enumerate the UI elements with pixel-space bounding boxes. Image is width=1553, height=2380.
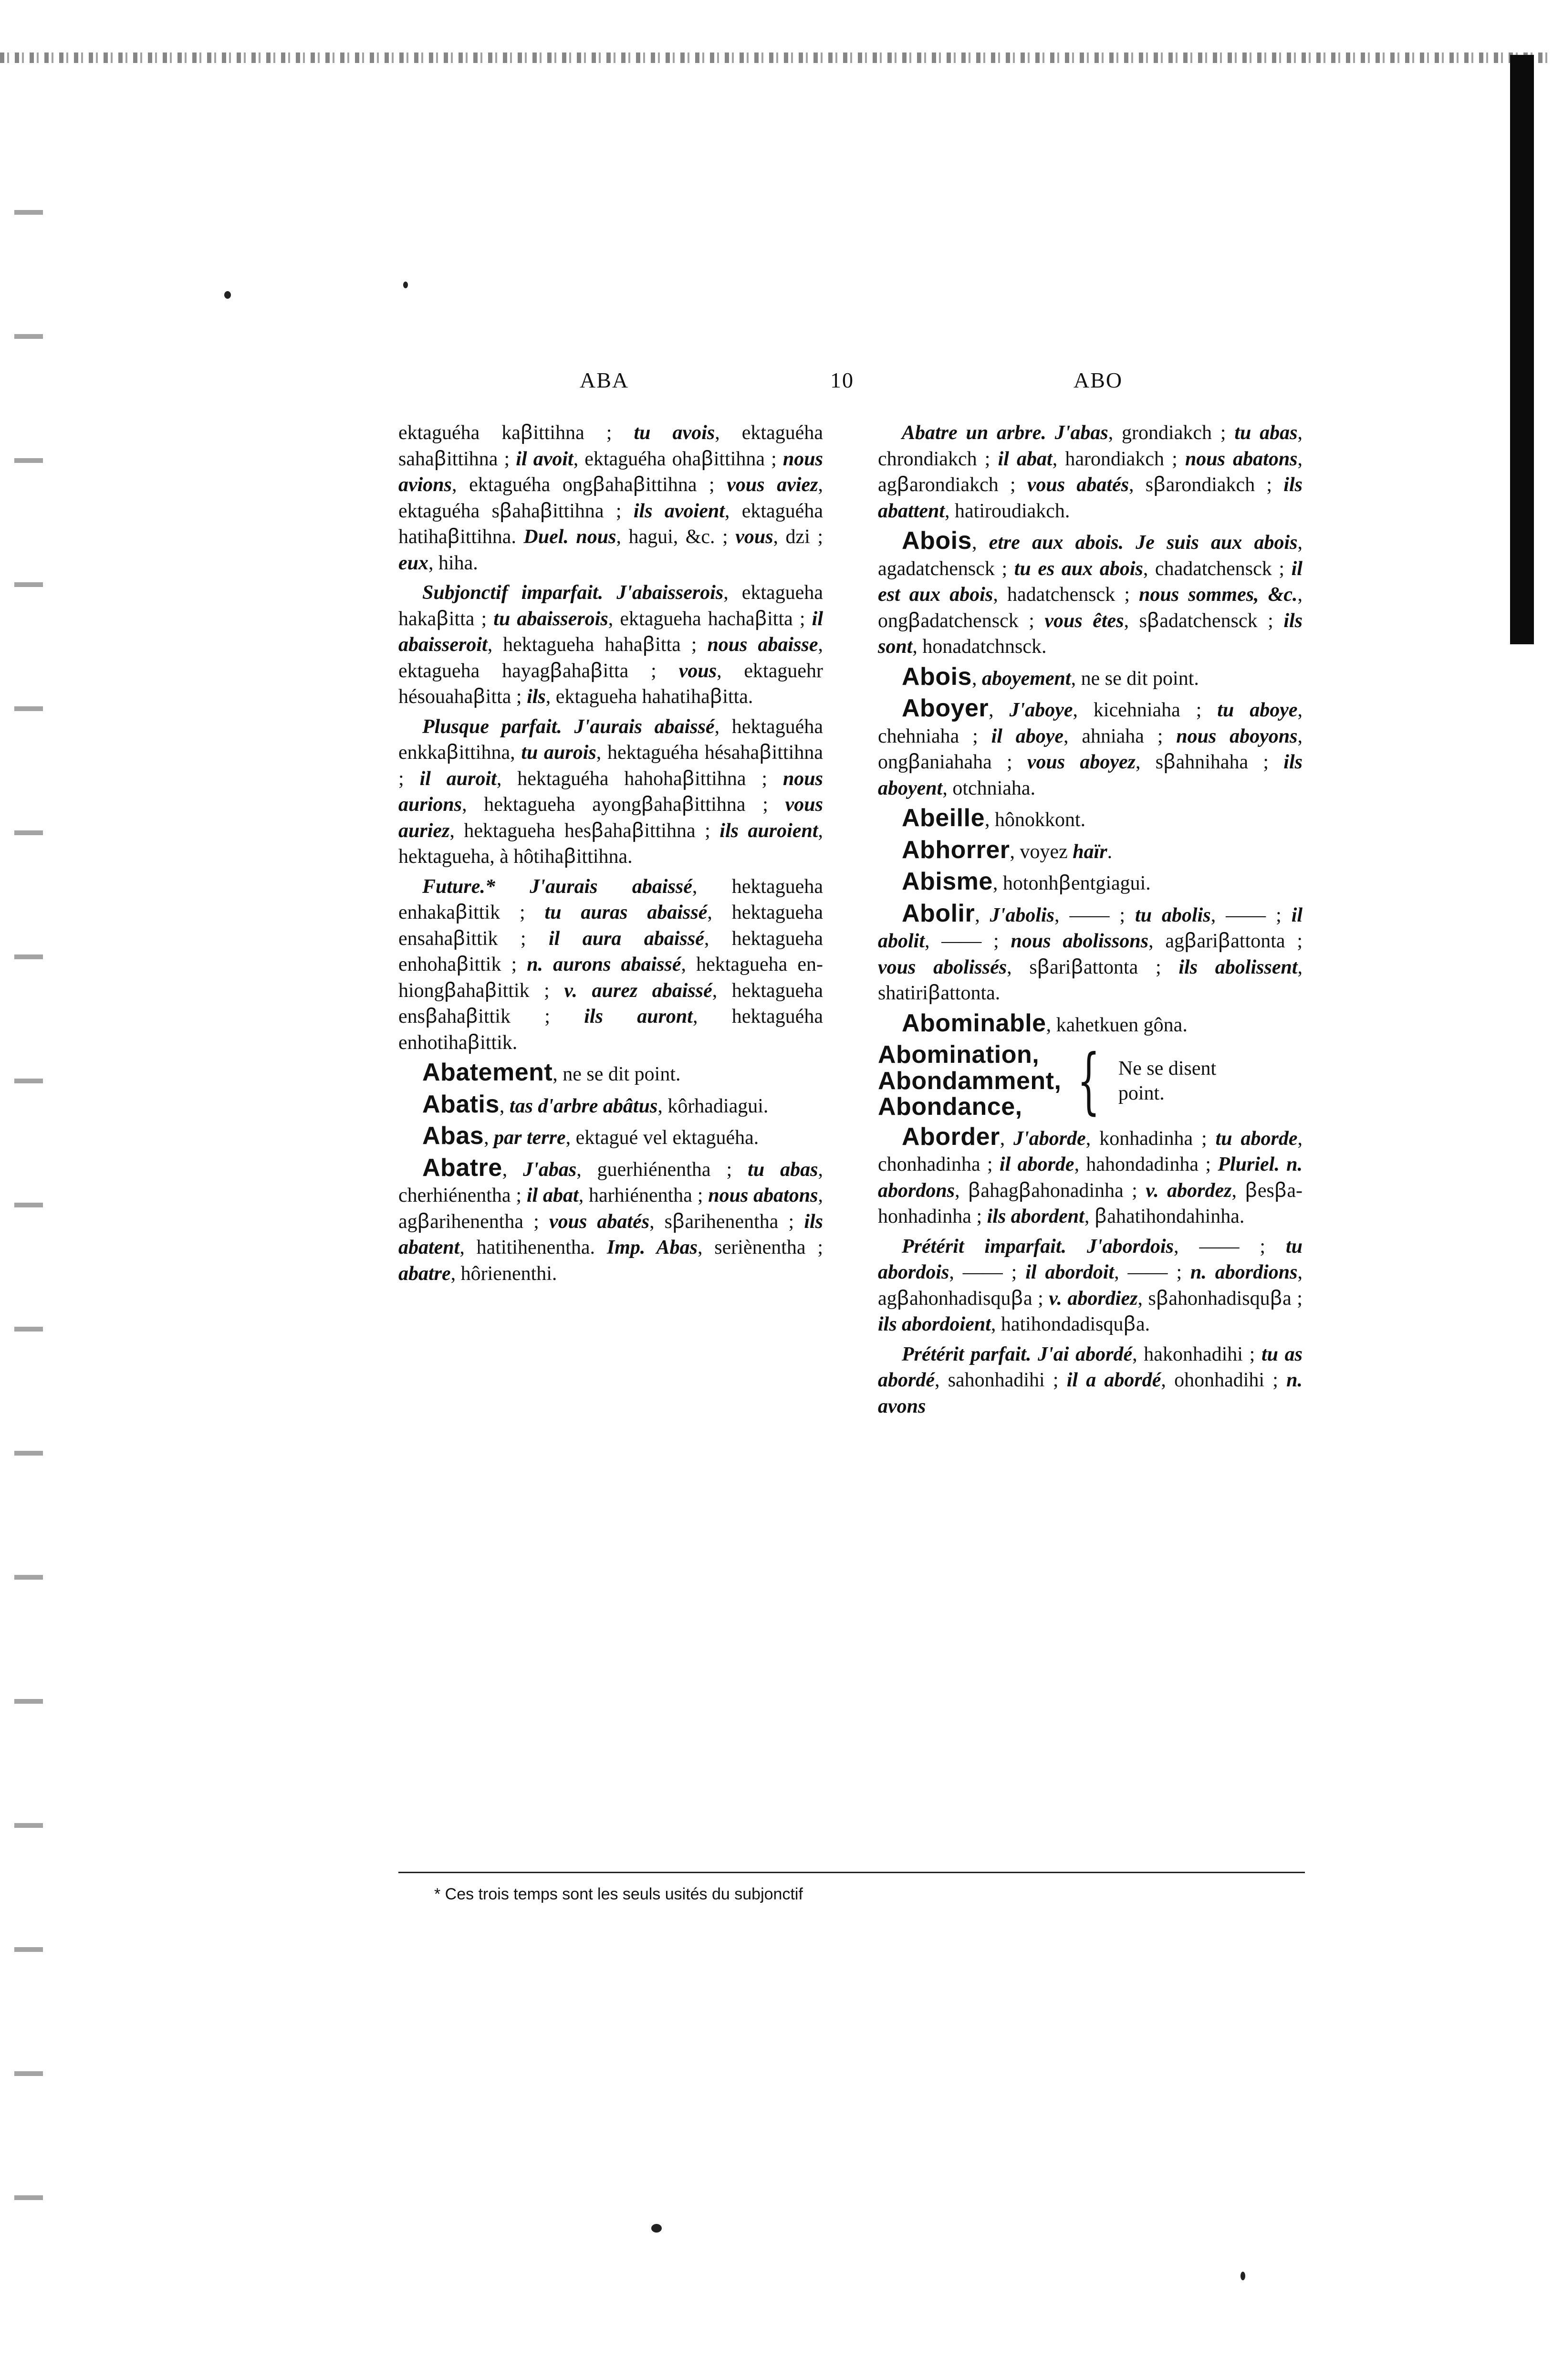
entry-text: , hektagueha ensahaꞵittik ; [398,902,823,950]
italic-text: ils auroient [719,819,818,842]
italic-text: vous abatés [549,1210,650,1233]
entry-text: , ektaguéha hatihaꞵittihna. [398,500,823,548]
headword: Abondamment, [878,1067,1062,1095]
italic-text: abatre [398,1262,451,1285]
entry-text: , sꞵarihenentha ; [649,1210,804,1233]
entry-text: , harhiénentha ; [578,1185,709,1206]
dictionary-entry [398,1155,823,1287]
italic-text: nous abatons [708,1185,818,1206]
italic-text: nous abatons [1185,448,1298,470]
footnote-rule [398,1872,1305,1873]
italic-text: ils abattent [878,474,1303,522]
italic-text: il aborde [999,1153,1074,1175]
entry-text: , hôrienenthi. [450,1262,557,1285]
italic-text: tu es aux abois [1014,557,1143,580]
entry-text: , hektagueha ayongꞵahaꞵittihna ; [462,794,785,816]
entry-text: , hektagueha enhiongꞵahaꞵittik ; [398,954,823,1002]
entry-text: , hektagueha hahaꞵitta ; [487,634,708,656]
entry-text: , chonhadinha ; [878,1127,1303,1175]
entry-text: , hektaguéha enkkaꞵittihna, [398,715,823,764]
scan-margin-specks [14,143,43,2291]
entry-text: , hektaguéha enhotihaꞵittik. [398,1006,823,1054]
entry-text: , ektagueha hachaꞵitta ; [608,608,812,630]
entry-text: , ongꞵadatchensck ; [878,584,1303,632]
entry-text: , ektagueha hahatihaꞵitta. [545,686,753,708]
headword: Abatement [422,1059,553,1086]
scan-speck [1240,2272,1245,2280]
scan-speck [403,282,408,288]
entry-text: , sꞵahonhadisquꞵa ; [1137,1287,1303,1310]
entry-text: , sꞵarondiakch ; [1129,474,1284,496]
entry-text: , [499,1095,510,1117]
entry-text: , —— ; [1114,1261,1191,1283]
dictionary-entry [398,714,823,870]
italic-text: etre aux abois. Je suis aux abois [989,532,1298,554]
italic-text: tas d'arbre abâtus [509,1095,658,1117]
dictionary-entry [878,420,1303,524]
italic-text: ils avoient [633,500,725,522]
italic-text: il aura abaissé [548,927,704,950]
headword: Abhorrer [902,836,1010,864]
headword: Abatis [422,1090,500,1118]
italic-text: J'abas [523,1158,577,1181]
entry-text: , ꞵesꞵahonhadinha ; [878,1179,1303,1227]
italic-text: ils abolissent [1178,956,1298,978]
italic-text: par terre [494,1127,566,1149]
italic-text: eux [398,552,428,574]
headword: Abomination, [878,1041,1040,1069]
entry-text: , ektaguéha ohaꞵittihna ; [573,448,783,470]
entry-text: , —— ; [1174,1235,1286,1258]
entry-text: , hektagueha enhakaꞵittik ; [398,875,823,923]
dictionary-entry [878,1342,1303,1420]
italic-text: il est aux abois [878,557,1303,606]
entry-text: , —— ; [1210,904,1292,926]
italic-text: tu abaisserois [493,608,608,630]
italic-text: J'aboye [1009,699,1073,721]
entry-text: , [989,699,1010,721]
italic-text: J'aborde [1013,1127,1086,1150]
italic-text: vous abolissés [878,956,1007,978]
entry-text: , ne se dit point. [1071,667,1199,690]
italic-text: il aboye [991,725,1064,747]
entry-text: , chrondiakch ; [878,422,1303,470]
entry-text: , kôrhadiagui. [657,1095,769,1117]
entry-text: , chadatchensck ; [1143,557,1292,580]
entry-text: , hadatchensck ; [993,584,1139,606]
italic-text: vous auriez [398,794,823,842]
headword: Abois [902,662,972,691]
dictionary-entry [878,901,1303,1007]
italic-text: n. avons [878,1369,1303,1417]
dictionary-entry [878,528,1303,660]
italic-text: Plusque parfait. J'aurais abaissé [422,715,715,738]
entry-text: , —— ; [1054,904,1136,926]
entry-text: , cherhiénentha ; [398,1158,823,1206]
italic-text: il abolit [878,904,1303,952]
entry-text: , hektagueha ensꞵahaꞵittik ; [398,979,823,1027]
italic-text: il abat [526,1185,579,1206]
headword: Abois [902,527,972,555]
entry-text: , [502,1158,523,1181]
entry-text: , ꞵahatihondahinha. [1084,1206,1245,1227]
italic-text: Duel. nous [523,526,616,548]
brace-group-words [878,1042,1061,1120]
italic-text: nous aurions [398,767,823,816]
entry-text: , agꞵariꞵattonta ; [1148,930,1303,952]
italic-text: il abaisseroit [398,608,823,656]
scan-edge-noise [0,52,1553,63]
entry-text: , —— ; [949,1261,1026,1283]
dictionary-entry [878,1124,1303,1230]
entry-text: , ne se dit point. [552,1063,681,1085]
dictionary-entry [878,664,1303,692]
headword: Abondance, [878,1093,1022,1121]
italic-text: nous sommes, &c. [1139,584,1298,606]
italic-text: tu avois [634,422,715,444]
italic-text: ils abordent [987,1206,1084,1227]
entry-text: , sꞵadatchensck ; [1124,609,1284,632]
italic-text: tu abordois [878,1235,1303,1283]
entry-text: ektaguéha kaꞵittihna ; [398,422,634,444]
entry-text: , harondiakch ; [1052,448,1185,470]
running-head-right: ABO [1074,368,1123,392]
italic-text: nous abolissons [1011,930,1149,952]
italic-text: Prétérit imparfait. J'abordois [902,1235,1174,1258]
italic-text: Subjonctif imparfait. J'abaisserois [422,582,724,604]
dictionary-entry [878,1010,1303,1038]
entry-text: , voyez [1010,840,1073,863]
italic-text: v. abordiez [1049,1287,1138,1310]
italic-text: ils auront [584,1006,693,1027]
italic-text: v. abordez [1146,1179,1232,1202]
dictionary-entry [398,1059,823,1088]
curly-brace: { [1077,1039,1101,1122]
italic-text: ils [527,686,546,708]
entry-text: , hahondadinha ; [1074,1153,1218,1175]
headword: Abominable [902,1009,1046,1037]
italic-text: tu aurois [521,742,596,764]
italic-text: il avoit [516,448,573,470]
page-number: 10 [830,368,854,392]
italic-text: Abatre un arbre. J'abas [902,422,1108,444]
left-column [398,420,823,1290]
entry-text: , guerhiénentha ; [576,1158,748,1181]
dictionary-entry [398,580,823,710]
italic-text: ils abatent [398,1210,823,1258]
right-column [878,420,1303,1423]
dictionary-entry [398,420,823,576]
italic-text: ils abordoient [878,1313,991,1335]
italic-text: Imp. Abas [606,1237,698,1258]
right-column-lower [878,1124,1303,1420]
dictionary-entry [878,805,1303,833]
italic-text: vous [678,660,717,682]
italic-text: n. aurons abaissé [527,954,681,975]
entry-text: , ektaguéha sahaꞵittihna ; [398,422,823,470]
headword: Abas [422,1122,484,1150]
entry-text: , hektagueha hesꞵahaꞵittihna ; [449,819,720,842]
entry-text: , sꞵahnihaha ; [1136,751,1284,773]
entry-text: , agꞵarondiakch ; [878,448,1303,496]
entry-text: , hatihondadisquꞵa. [990,1313,1150,1335]
headword: Aboyer [902,694,989,722]
dictionary-entry [398,874,823,1056]
italic-text: Pluriel. n. abordons [878,1153,1303,1202]
entry-text: , ohonhadihi ; [1161,1369,1287,1391]
brace-group-note: Ne se disent point. [1118,1057,1217,1104]
entry-text: , agꞵahonhadisquꞵa ; [878,1261,1303,1310]
italic-text: v. aurez abaissé [564,979,712,1002]
italic-text: nous abaisse [707,634,818,656]
italic-text: Prétérit parfait. J'ai abordé [902,1343,1133,1365]
entry-text: , hektaguéha hahohaꞵittihna ; [496,767,783,790]
italic-text: tu auras abaissé [544,902,708,923]
entry-text: , dzi ; [773,526,823,548]
italic-text: Future.* J'aurais abaissé [422,875,692,898]
italic-text: J'abolis [990,904,1055,926]
entry-text: , hagui, &c. ; [616,526,736,548]
italic-text: aboyement [981,667,1071,690]
entry-text: , grondiakch ; [1108,422,1235,444]
entry-text: , hiha. [428,552,478,574]
dictionary-entry [878,1234,1303,1338]
entry-text: , [975,904,990,926]
scan-speck [224,291,231,299]
entry-text: , sꞵariꞵattonta ; [1007,956,1179,978]
entry-text: , hektagueha, à hôtihaꞵittihna. [398,819,823,868]
entry-text: , ongꞵaniahaha ; [878,725,1303,773]
italic-text: il a abordé [1066,1369,1161,1391]
headword: Abatre [422,1153,502,1182]
entry-text: , honadatchnsck. [912,636,1047,658]
italic-text: vous abatés [1027,474,1129,496]
entry-text: , hektaguéha hésahaꞵittihna ; [398,742,823,790]
scan-speck [651,2224,662,2233]
entry-text: , hektagueha enhohaꞵittik ; [398,927,823,975]
dictionary-entry [878,869,1303,897]
italic-text: ils aboyent [878,751,1303,799]
entry-text: , agꞵarihenentha ; [398,1185,823,1233]
footnote: * Ces trois temps sont les seuls usités du subjonctif [434,1885,803,1903]
entry-text: , sahonhadihi ; [935,1369,1067,1391]
italic-text: tu abas [1234,422,1298,444]
italic-text: tu aboye [1217,699,1298,721]
entry-text: , seriènentha ; [697,1237,823,1258]
entry-text: . [1107,840,1113,863]
headword: Abisme [902,868,993,895]
italic-text: ils sont [878,609,1303,658]
entry-text: , agadatchensck ; [878,532,1303,580]
italic-text: tu aborde [1215,1127,1298,1150]
entry-text: , ꞵahagꞵahonadinha ; [955,1179,1146,1202]
entry-text: , kicehniaha ; [1073,699,1218,721]
italic-text: n. abordions [1190,1261,1298,1283]
entry-text: , ektagué vel ektaguéha. [565,1127,759,1149]
scan-black-bar [1510,55,1534,644]
entry-text: , chehniaha ; [878,699,1303,747]
entry-text: , [971,532,989,554]
entry-text: , hakonhadihi ; [1132,1343,1261,1365]
entry-text: , [971,667,982,690]
entry-text: , hatiroudiakch. [945,500,1070,522]
italic-text: haïr [1073,840,1107,863]
italic-text: nous aboyons [1176,725,1298,747]
entry-text: , hotonhꞵentgiagui. [992,872,1151,894]
entry-text: , otchniaha. [942,777,1036,799]
entry-text: , ektagueha hakaꞵitta ; [398,582,823,630]
entry-text: , —— ; [925,930,1011,952]
dictionary-entry [398,1123,823,1151]
right-column-upper [878,420,1303,1038]
italic-text: vous [735,526,773,548]
entry-text: , ektaguehr hésouahaꞵitta ; [398,660,823,708]
entry-text: , kahetkuen gôna. [1046,1014,1188,1036]
italic-text: vous aviez [727,474,818,496]
entry-text: , [484,1127,494,1149]
entry-text: , hônokkont. [985,809,1086,831]
italic-text: vous êtes [1044,609,1124,632]
italic-text: il abat [998,448,1053,470]
entry-text: , ektaguéha ongꞵahaꞵittihna ; [452,474,727,496]
entry-text: , shatiriꞵattonta. [878,956,1303,1004]
entry-text: , hatitihenentha. [459,1237,607,1258]
italic-text: il auroit [419,767,497,790]
headword: Abeille [902,804,985,832]
italic-text: tu abolis [1135,904,1211,926]
entry-text: , ektaguéha sꞵahaꞵittihna ; [398,474,823,522]
headword: Abolir [902,899,975,927]
dictionary-entry [878,837,1303,865]
headword: Aborder [902,1122,1000,1151]
entry-text: , [1000,1127,1014,1150]
entry-text: , ahniaha ; [1063,725,1177,747]
dictionary-entry [878,695,1303,801]
italic-text: tu abas [748,1158,818,1181]
italic-text: nous avions [398,448,823,496]
entry-text: , konhadinha ; [1085,1127,1216,1150]
dictionary-entry [398,1091,823,1120]
entry-text: , ektagueha hayagꞵahaꞵitta ; [398,634,823,682]
italic-text: tu as abordé [878,1343,1303,1391]
brace-group [878,1039,1303,1122]
italic-text: vous aboyez [1027,751,1136,773]
italic-text: il abordoit [1025,1261,1115,1283]
running-head-left: ABA [580,368,629,392]
